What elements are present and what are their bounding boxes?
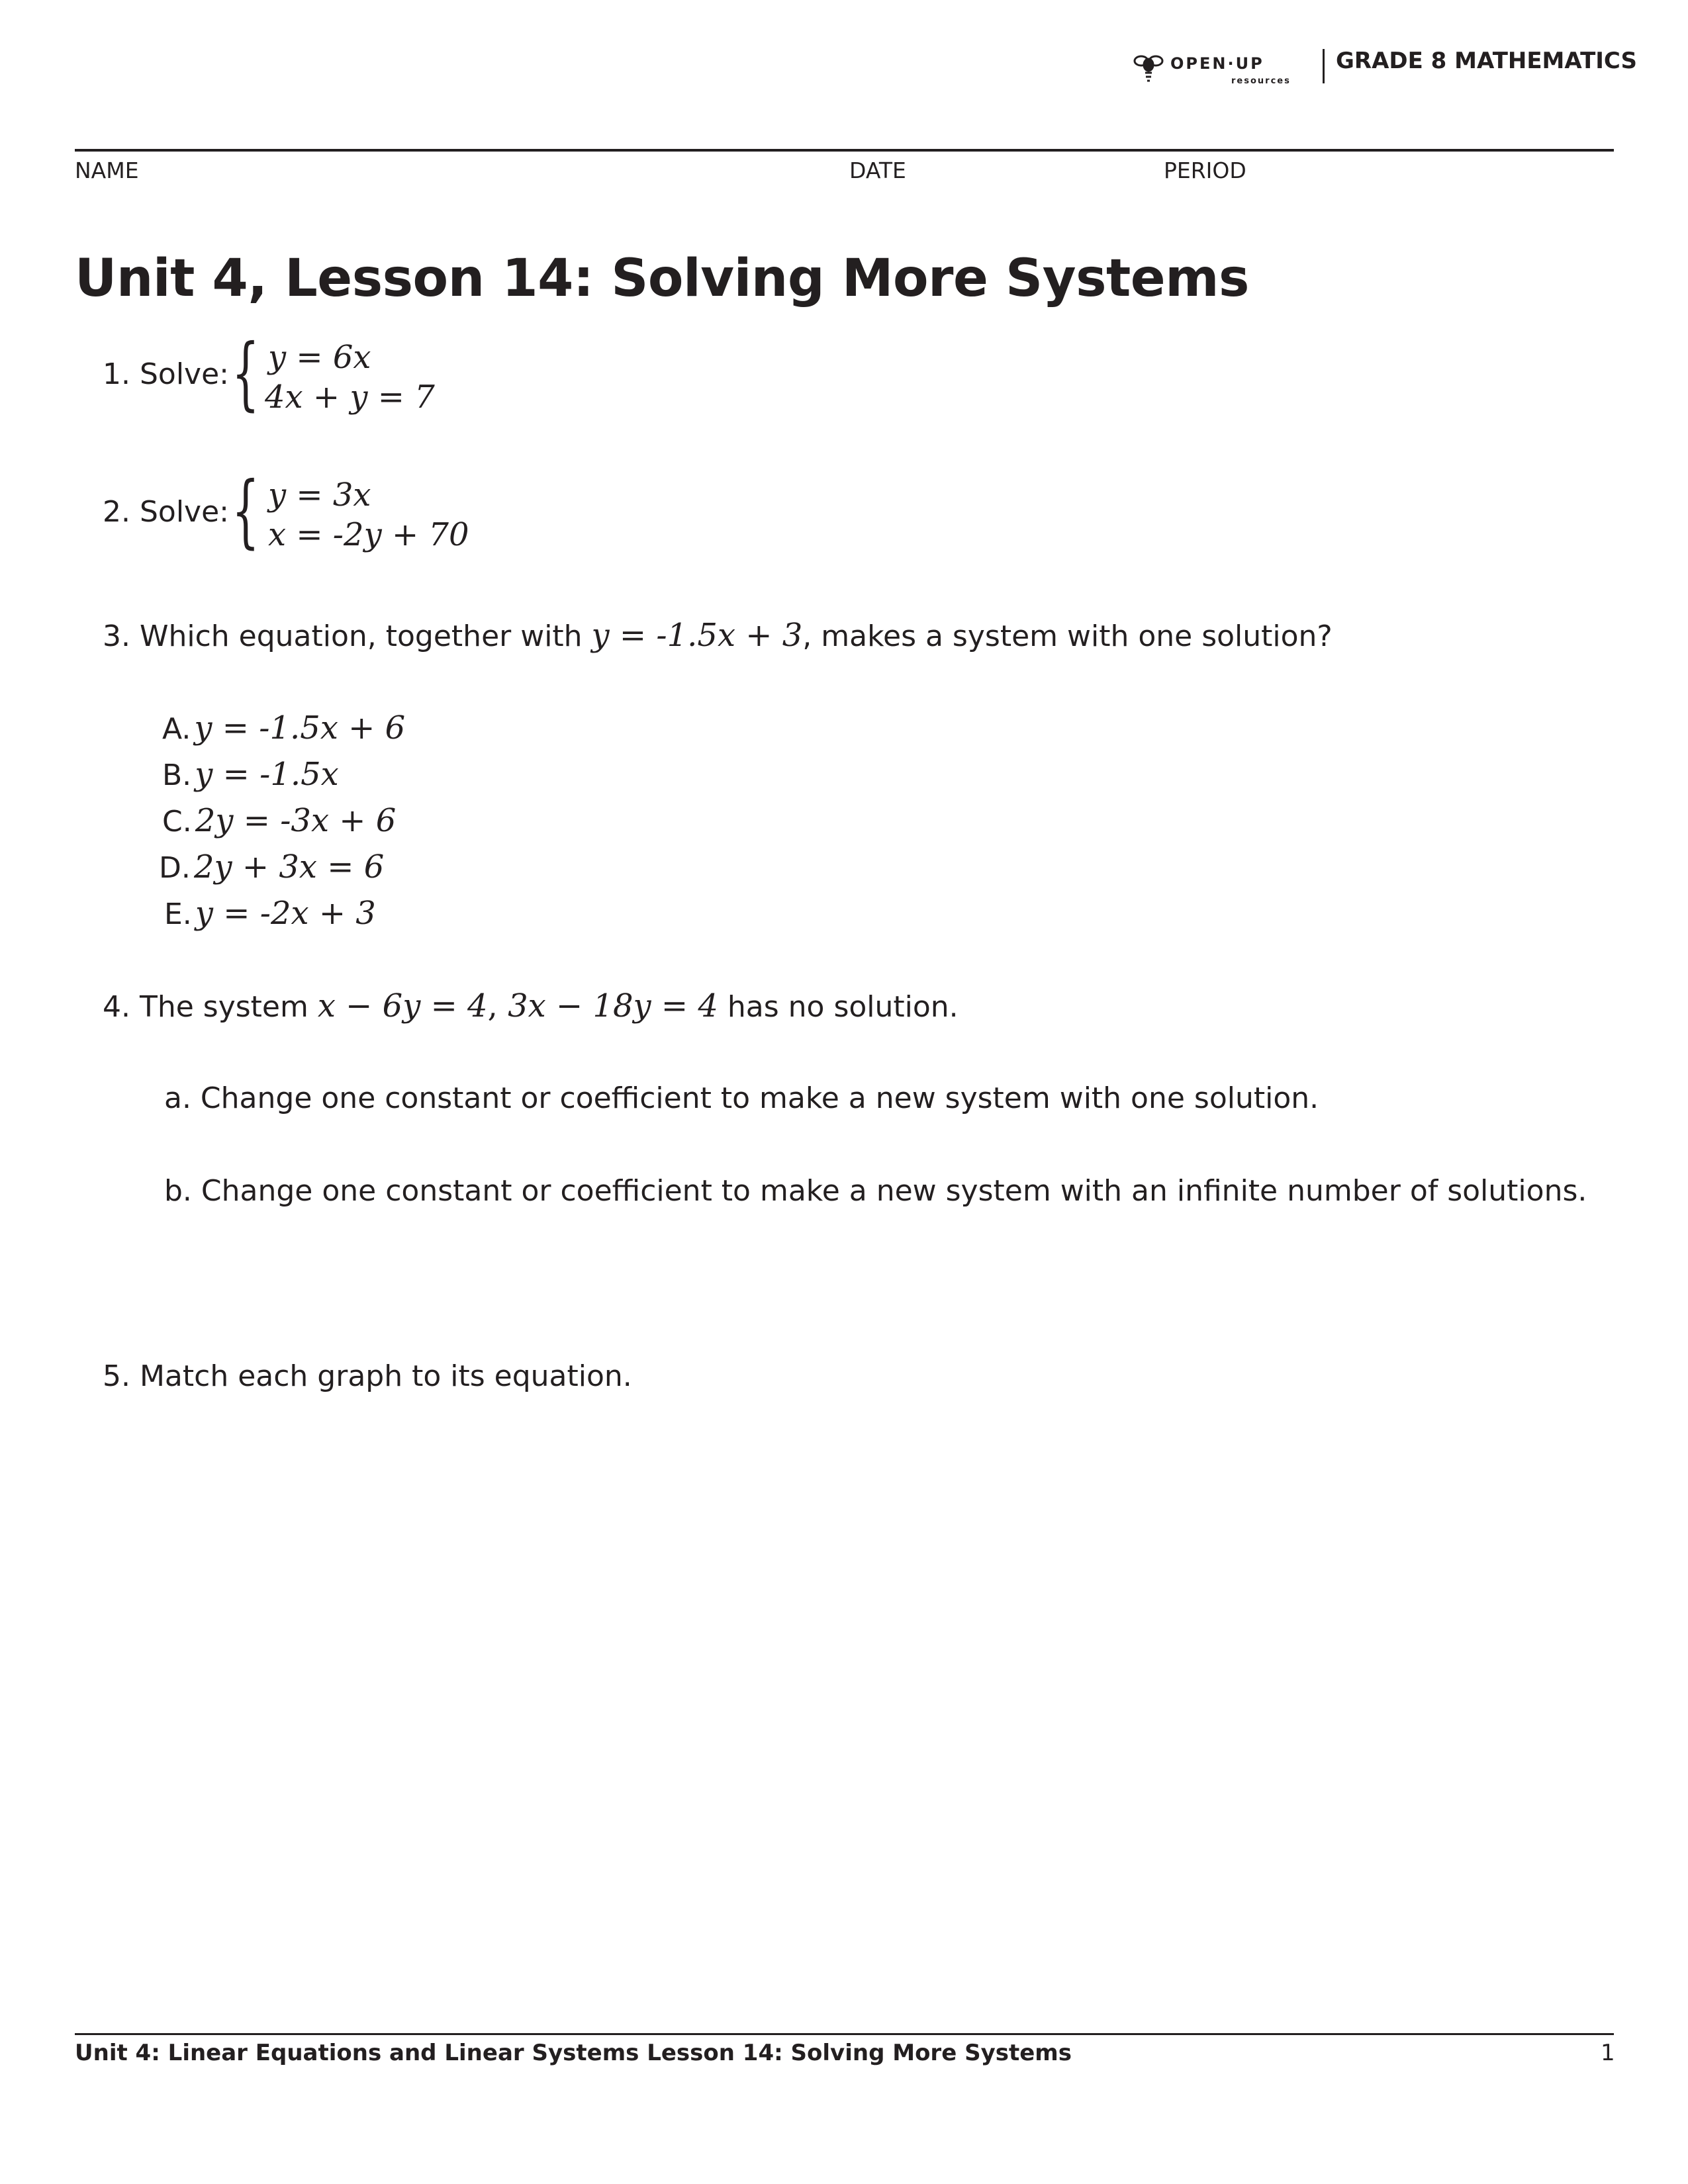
choice-equation: 2y = -3x + 6 xyxy=(195,802,397,839)
choice-letter: E. xyxy=(164,897,192,931)
q4-equation-1: x − 6y = 4 xyxy=(317,987,488,1024)
q4-prompt xyxy=(103,987,959,1024)
q2-equation-2: x = -2y + 70 xyxy=(268,516,469,553)
q3-choice-b xyxy=(162,756,339,793)
choice-equation: y = -2x + 3 xyxy=(195,895,376,932)
q3-choice-e xyxy=(164,895,376,932)
footer-rule xyxy=(75,2033,1614,2035)
period-label: PERIOD xyxy=(1164,158,1246,183)
q3-equation: y = -1.5x + 3 xyxy=(591,617,803,654)
q4-prefix: 4. The system xyxy=(103,990,318,1024)
choice-letter: A. xyxy=(162,712,191,746)
name-label: NAME xyxy=(75,158,139,183)
q1-label: 1. Solve: xyxy=(103,357,229,391)
logo-sub: resources xyxy=(1231,76,1291,86)
q4-part-a: a. Change one constant or coefficient to make a new system with one solution. xyxy=(164,1081,1319,1115)
q3-prefix: 3. Which equation, together with xyxy=(103,619,592,653)
footer-unit-title: Unit 4: Linear Equations and Linear Systems Lesson 14: Solving More Systems xyxy=(75,2040,1072,2066)
date-label: DATE xyxy=(849,158,906,183)
q1-equation-2: 4x + y = 7 xyxy=(265,379,435,416)
header-divider xyxy=(1323,49,1325,83)
choice-letter: D. xyxy=(159,851,191,885)
grade-label: GRADE 8 MATHEMATICS xyxy=(1336,48,1637,74)
q3-prompt xyxy=(103,617,1333,654)
q3-choice-c xyxy=(162,802,396,839)
q1-brace: { xyxy=(232,328,259,420)
q3-suffix: , makes a system with one solution? xyxy=(802,619,1333,653)
page-title: Unit 4, Lesson 14: Solving More Systems xyxy=(75,249,1249,308)
choice-letter: C. xyxy=(162,805,192,839)
header-rule xyxy=(75,149,1614,152)
q4-suffix: has no solution. xyxy=(718,990,959,1024)
q4-equation-2: 3x − 18y = 4 xyxy=(508,987,718,1024)
choice-equation: 2y + 3x = 6 xyxy=(193,848,385,886)
q1-equation-1: y = 6x xyxy=(268,339,371,376)
q4-separator: , xyxy=(487,987,508,1024)
q2-brace: { xyxy=(232,465,259,557)
choice-letter: B. xyxy=(162,758,192,792)
q5-prompt: 5. Match each graph to its equation. xyxy=(103,1359,632,1393)
q2-label: 2. Solve: xyxy=(103,495,229,529)
open-up-resources-logo xyxy=(1125,48,1297,89)
page-number: 1 xyxy=(1601,2040,1615,2066)
choice-equation: y = -1.5x xyxy=(195,756,339,793)
choice-equation: y = -1.5x + 6 xyxy=(194,709,406,747)
q2-equation-1: y = 3x xyxy=(268,477,371,514)
q4-part-b: b. Change one constant or coefficient to make a new system with an infinite number of solutions. xyxy=(164,1174,1587,1208)
q3-choice-a xyxy=(162,709,405,747)
q3-choice-d xyxy=(159,848,384,886)
bee-icon xyxy=(1135,56,1162,81)
logo-word: OPEN·UP xyxy=(1170,54,1264,73)
